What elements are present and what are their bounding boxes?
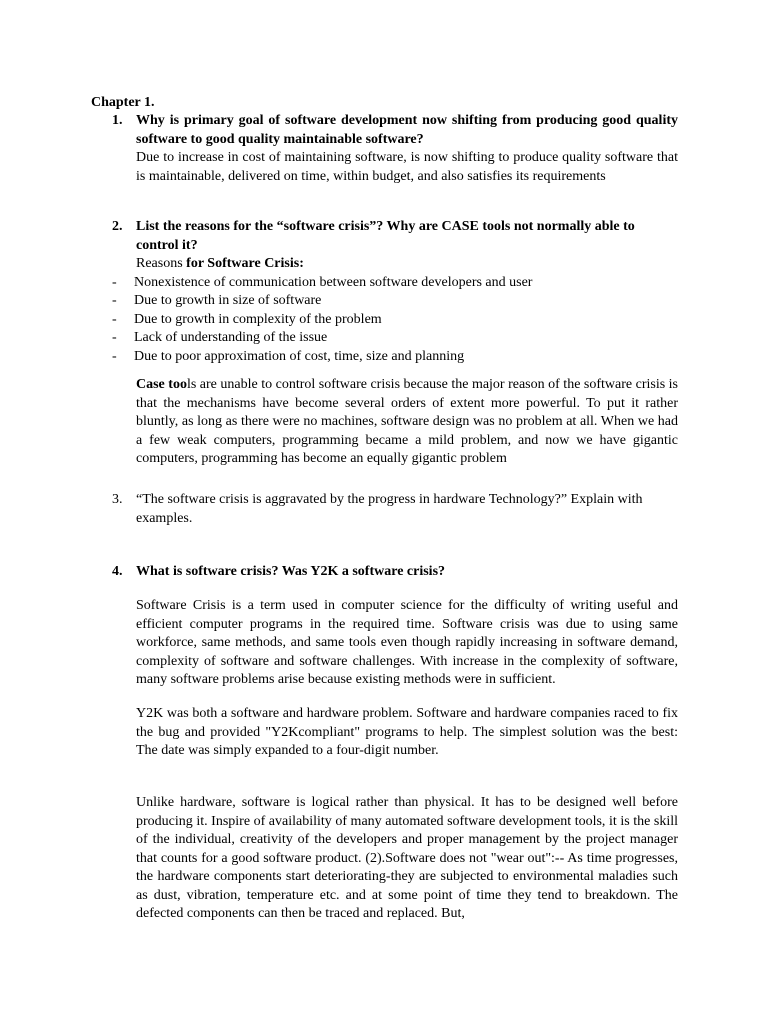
question-3-number: 3.	[112, 492, 123, 507]
reasons-prefix: Reasons	[136, 256, 187, 271]
case-tools-paragraph	[136, 376, 678, 469]
y2k-paragraph: Y2K was both a software and hardware problem. Software and hardware companies raced to fix the bug and provided "Y2Kcompliant" programs to help. The simplest solution was the best: The date was simply expanded to a four-digit number.	[136, 706, 678, 758]
question-2-text: List the reasons for the “software crisis”? Why are CASE tools not normally able to control it?	[136, 219, 635, 253]
list-item: - Lack of understanding of the issue	[112, 330, 328, 345]
question-3-text: “The software crisis is aggravated by the progress in hardware Technology?” Explain with examples.	[136, 492, 643, 526]
question-4	[112, 563, 678, 582]
list-item: - Due to poor approximation of cost, time, size and planning	[112, 348, 465, 364]
question-3	[112, 491, 678, 528]
question-1-text: Why is primary goal of software development now shifting from producing good quality software to good quality maintainable software?	[136, 113, 678, 147]
question-1	[112, 112, 678, 186]
list-item: - Due to growth in complexity of the problem	[112, 311, 382, 327]
software-crisis-paragraph: Software Crisis is a term used in computer science for the difficulty of writing useful and efficient computer programs in the required time. Software crisis was due to using same workforce, same methods, and same tools even though rapidly increasing in software demand, complexity of software and software challenges. With increase in the complexity of software, many software problems arise because existing methods were in sufficient.	[136, 598, 678, 687]
chapter-heading: Chapter 1.	[91, 95, 155, 110]
hardware-software-paragraph: Unlike hardware, software is logical rather than physical. It has to be designed well before producing it. Inspire of availability of many automated software development tools, it is the skill of the individual, creativity of the developers and proper management by the project manager that counts for a good software product. (2).Software does not "wear out":-- As time progresses, the hardware components start deteriorating-they are subjected to environmental maladies such as dust, vibration, temperature etc. and at some point of time they tend to breakdown. The defected components can then be traced and replaced. But,	[136, 795, 678, 921]
question-4-number: 4.	[112, 564, 123, 579]
case-tools-text: ls are unable to control software crisis because the major reason of the software crisis is that the mechanisms have become several orders of extent more powerful. To put it rather bluntly, as long as there were no machines, software design was no problem at all. When we had a few weak computers, programming became a mild problem, and now we have gigantic computers, programming has become an equally gigantic problem	[136, 377, 679, 466]
question-1-number: 1.	[112, 113, 123, 128]
question-2	[112, 218, 678, 366]
question-4-text: What is software crisis? Was Y2K a software crisis?	[136, 564, 446, 579]
question-1-answer: Due to increase in cost of maintaining software, is now shifting to produce quality software that is maintainable, delivered on time, within budget, and also satisfies its requirements	[136, 150, 678, 184]
reasons-heading	[136, 255, 678, 274]
case-tools-bold: Case too	[136, 377, 187, 392]
reasons-bold: for Software Crisis:	[186, 256, 304, 271]
list-item: - Nonexistence of communication between software developers and user	[112, 274, 533, 290]
list-item: - Due to growth in size of software	[112, 293, 322, 308]
reasons-list	[112, 274, 678, 367]
question-2-number: 2.	[112, 219, 123, 234]
